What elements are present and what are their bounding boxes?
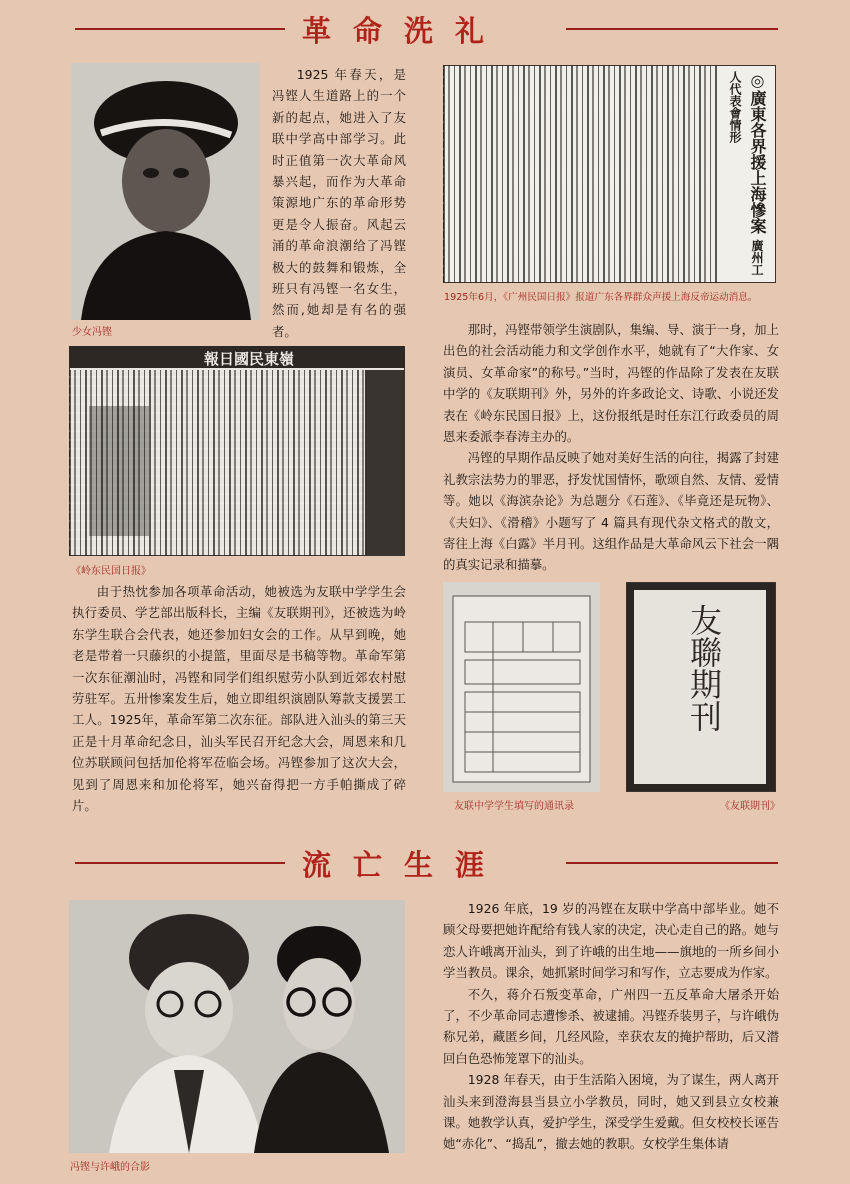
right-paragraph-2: 冯铿的早期作品反映了她对美好生活的向往，揭露了封建礼教宗法势力的罪恶，抒发忧国情怀，歌颂自然、友情、爱情等。她以《海滨杂论》为总题分《石莲》、《毕竟还是玩物》、《夫妇》、《滑稽》小题写了 4 篇具有现代杂文格式的散文，寄往上海《白露》半月刊。这组作品是大革命风云下社会一隅的真实记录和描摹。 bbox=[443, 450, 779, 573]
caption-lingdong-newspaper: 《岭东民国日报》 bbox=[71, 566, 151, 577]
exile-paragraph-3: 1928 年春天，由于生活陷入困境，为了谋生，两人离开汕头来到澄海县当县立小学教员，同时，她又到县立女校兼课。她教学认真，爱护学生，深受学生爱戴。但女校校长诬告她“赤化”、“捣乱”，撤去她的教职。女校学生集体请 bbox=[443, 1072, 779, 1152]
photo-couple bbox=[69, 900, 405, 1153]
portrait-figure-icon bbox=[71, 63, 260, 320]
caption-youlian-journal: 《友联期刊》 bbox=[720, 801, 780, 812]
section-title-exile: 流亡生涯 bbox=[302, 848, 507, 882]
title-rule-left bbox=[75, 28, 285, 30]
exile-paragraph-2: 不久，蒋介石叛变革命，广州四一五反革命大屠杀开始了，不少革命同志遭惨杀、被逮捕。冯铿乔装男子，与许峨伪称兄弟，藏匿乡间，几经风险，幸获农友的掩护帮助，后又潜回白色恐怖笼罩下的汕头。 bbox=[443, 986, 779, 1066]
photo-youlian-journal bbox=[626, 582, 776, 792]
left-paragraph-text: 由于热忱参加各项革命活动，她被选为友联中学学生会执行委员、学艺部出版科长，主编《友联期刊》，还被选为岭东学生联合会代表，她还参加妇女会的工作。从早到晚，她老是带着一只藤织的小提篮，里面尽是书稿等物。革命军第一次东征潮汕时，冯铿和同学们组织慰劳小队到近郊农村慰劳驻军。五卅惨案发生后，她立即组织演剧队筹款支援罢工工人。1925年，革命军第二次东征。部队进入汕头的第三天正是十月革命纪念日，汕头军民召开纪念大会，周恩来和几位苏联顾问包括加伦将军莅临会场。冯铿参加了这次大会，见到了周恩来和加伦将军，她兴奋得把一方手帕撕成了碎片。 bbox=[72, 584, 406, 814]
lingdong-masthead: 報日國民東嶺 bbox=[204, 350, 295, 368]
title-rule-right-2 bbox=[566, 862, 778, 864]
caption-address-book: 友联中学学生填写的通讯录 bbox=[454, 801, 574, 812]
caption-young-feng-keng: 少女冯铿 bbox=[72, 327, 112, 338]
caption-guangzhou-newspaper: 1925年6月，《广州民国日报》报道广东各界群众声援上海反帝运动消息。 bbox=[444, 292, 758, 303]
caption-couple: 冯铿与许峨的合影 bbox=[70, 1162, 150, 1173]
photo-lingdong-newspaper bbox=[69, 346, 405, 556]
newspaper-headline: ◎廣東各界援上海慘案 廣州工人代表會情形 bbox=[728, 71, 767, 276]
intro-paragraph: 1925 年春天，是冯铿人生道路上的一个新的起点，她进入了友联中学高中部学习。此时正值第一次大革命风暴兴起，而作为大革命策源地广东的革命形势更是令人振奋。风起云涌的革命浪潮给了冯铿极大的鼓舞和锻炼，全班只有冯铿一名女生，然而,她却是有名的强者。 bbox=[272, 67, 406, 339]
journal-cover-title: 友聯期刊 bbox=[685, 604, 723, 732]
photo-young-feng-keng bbox=[71, 63, 260, 320]
address-table-icon bbox=[443, 582, 600, 792]
title-rule-left-2 bbox=[75, 862, 285, 864]
photo-guangzhou-newspaper-1925 bbox=[443, 65, 776, 283]
couple-figures-icon bbox=[69, 900, 405, 1153]
title-rule-right bbox=[566, 28, 778, 30]
right-paragraph-1: 那时，冯铿带领学生演剧队，集编、导、演于一身，加上出色的社会活动能力和文学创作水平，她就有了“大作家、女演员、女革命家”的称号。”当时，冯铿的作品除了发表在友联中学的《友联期刊》外，另外的许多政论文、诗歌、小说还发表在《岭东民国日报》上，这份报纸是时任东江行政委员的周恩来委派李春涛主办的。 bbox=[443, 322, 779, 445]
exile-paragraphs bbox=[443, 898, 779, 1155]
intro-text bbox=[272, 64, 406, 342]
exile-paragraph-1: 1926 年底，19 岁的冯铿在友联中学高中部毕业。她不顾父母要把她许配给有钱人家的决定，决心走自己的路。她与恋人许峨离开汕头，到了许峨的出生地——旗地的一所乡间小学当教员。课余，她抓紧时间学习和写作，立志要成为作家。 bbox=[443, 901, 779, 981]
photo-address-book bbox=[443, 582, 600, 792]
left-paragraph bbox=[72, 581, 406, 816]
section-title-revolution: 革命洗礼 bbox=[302, 14, 507, 48]
right-paragraphs bbox=[443, 319, 779, 576]
